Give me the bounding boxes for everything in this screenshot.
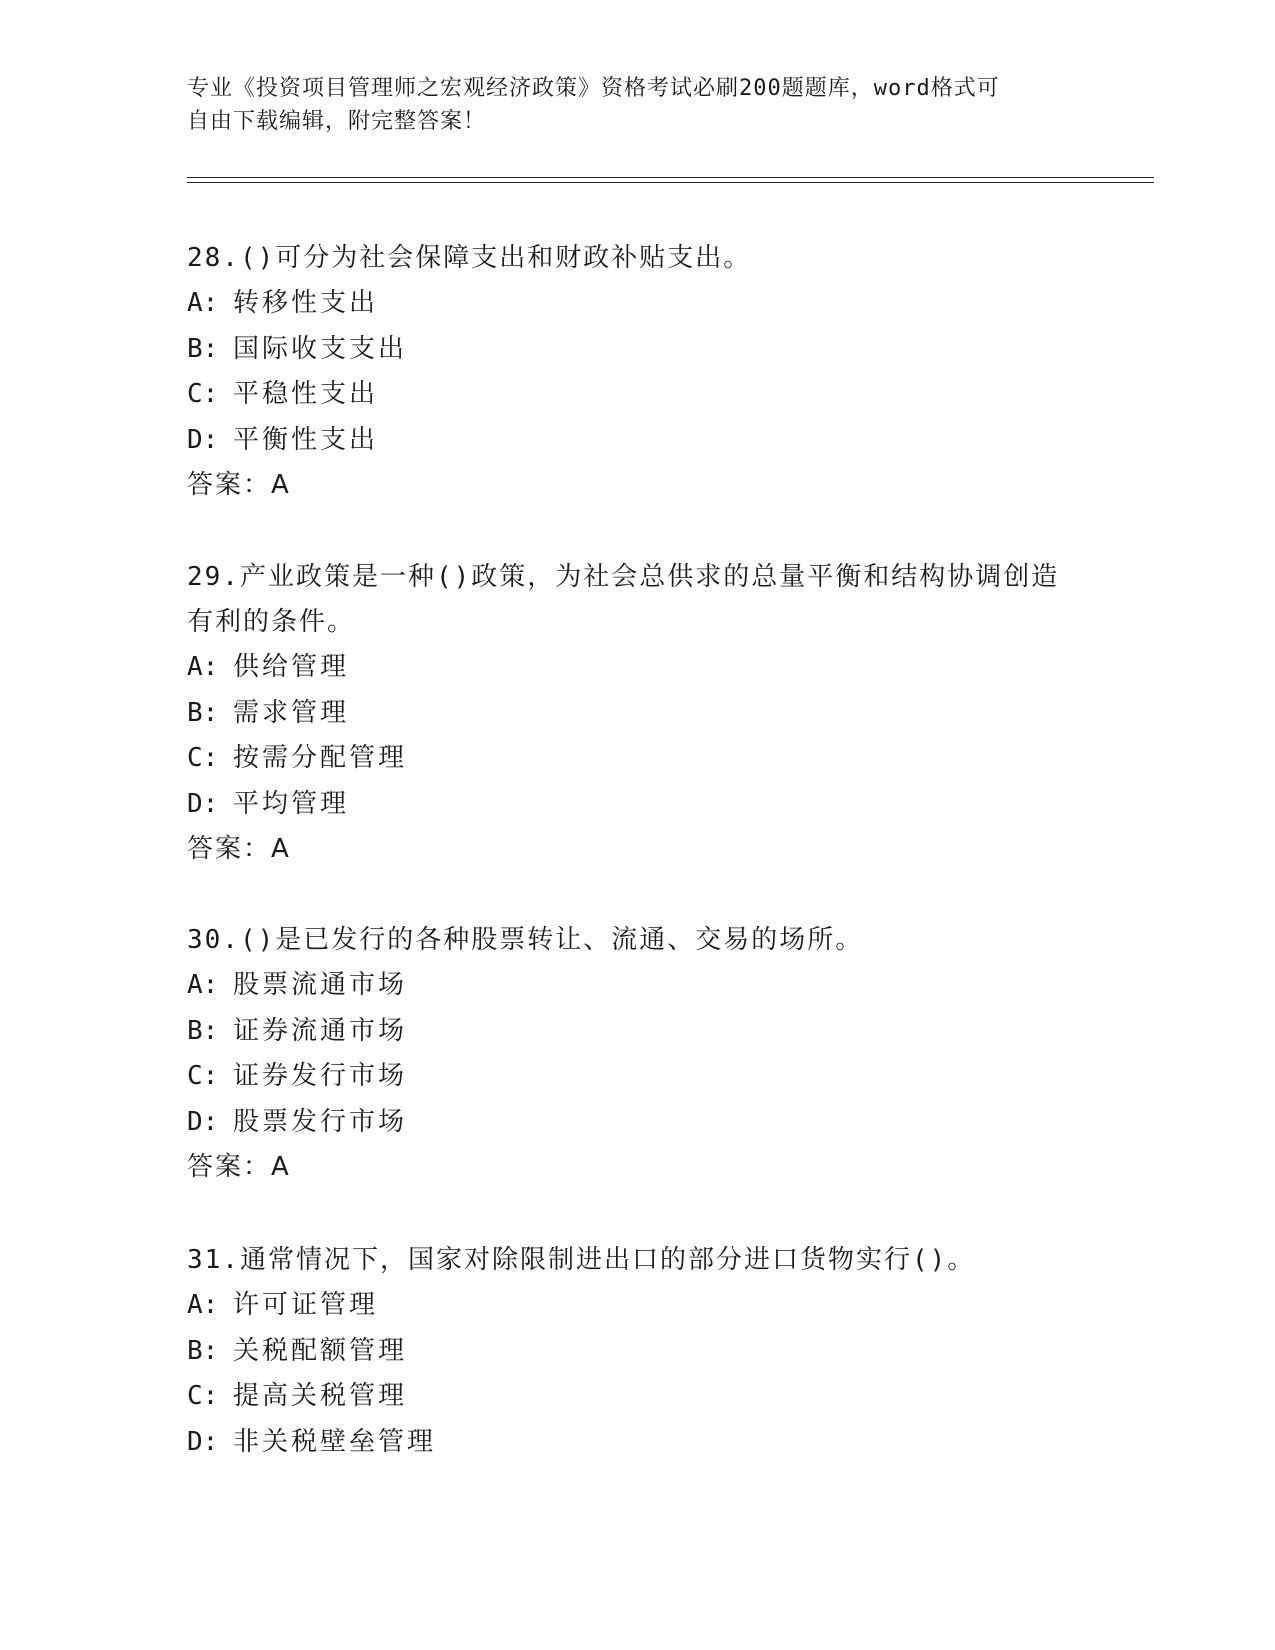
option-d <box>187 418 1087 464</box>
option-key: A: <box>187 288 219 318</box>
option-text: 证券流通市场 <box>233 1015 408 1046</box>
option-c <box>187 1374 1087 1420</box>
question-28 <box>187 236 1087 509</box>
option-key: A: <box>187 1290 219 1320</box>
option-key: C: <box>187 743 219 773</box>
option-b <box>187 1009 1087 1055</box>
option-text: 非关税壁垒管理 <box>233 1426 437 1457</box>
option-a <box>187 1283 1087 1329</box>
option-text: 平稳性支出 <box>233 379 379 409</box>
question-31 <box>187 1238 1087 1465</box>
answer-line: 答案：A <box>187 470 291 500</box>
option-text: 平均管理 <box>233 788 350 819</box>
option-key: C: <box>187 1381 219 1411</box>
option-b <box>187 1329 1087 1375</box>
option-b <box>187 327 1087 373</box>
option-key: A: <box>187 970 219 1000</box>
question-stem: 28.()可分为社会保障支出和财政补贴支出。 <box>187 243 752 273</box>
option-c <box>187 1054 1087 1100</box>
option-text: 许可证管理 <box>233 1290 379 1320</box>
question-29 <box>187 555 1087 873</box>
option-d <box>187 1420 1087 1466</box>
option-key: D: <box>187 424 219 455</box>
option-key: D: <box>187 1106 219 1137</box>
option-a <box>187 281 1087 327</box>
option-text: 国际收支支出 <box>233 333 408 364</box>
document-header <box>187 72 1087 138</box>
option-text: 股票流通市场 <box>233 970 408 1000</box>
option-text: 按需分配管理 <box>233 743 408 773</box>
option-key: B: <box>187 1335 219 1366</box>
option-c <box>187 372 1087 418</box>
option-d <box>187 782 1087 828</box>
answer-line: 答案：A <box>187 1152 291 1182</box>
option-key: B: <box>187 1015 219 1046</box>
question-stem: 30.()是已发行的各种股票转让、流通、交易的场所。 <box>187 925 864 955</box>
header-line-1: 专业《投资项目管理师之宏观经济政策》资格考试必刷200题题库，word格式可 <box>187 76 1000 101</box>
option-text: 转移性支出 <box>233 288 379 318</box>
option-text: 供给管理 <box>233 652 350 682</box>
option-key: B: <box>187 333 219 364</box>
header-divider-bottom <box>187 182 1154 183</box>
option-text: 平衡性支出 <box>233 424 379 455</box>
header-line-2: 自由下载编辑，附完整答案！ <box>187 109 487 134</box>
question-30 <box>187 918 1087 1191</box>
option-key: D: <box>187 788 219 819</box>
option-text: 股票发行市场 <box>233 1106 408 1137</box>
option-b <box>187 691 1087 737</box>
option-text: 证券发行市场 <box>233 1061 408 1091</box>
option-c <box>187 736 1087 782</box>
answer-line: 答案：A <box>187 834 291 864</box>
option-text: 关税配额管理 <box>233 1335 408 1366</box>
header-divider-top <box>187 177 1154 178</box>
option-a <box>187 963 1087 1009</box>
option-d <box>187 1100 1087 1146</box>
question-stem: 29.产业政策是一种()政策，为社会总供求的总量平衡和结构协调创造有利的条件。 <box>187 562 1060 637</box>
option-key: C: <box>187 1061 219 1091</box>
option-key: C: <box>187 379 219 409</box>
option-a <box>187 645 1087 691</box>
option-key: D: <box>187 1426 219 1457</box>
option-text: 提高关税管理 <box>233 1381 408 1411</box>
question-stem: 31.通常情况下，国家对除限制进出口的部分进口货物实行()。 <box>187 1245 976 1275</box>
option-key: B: <box>187 697 219 728</box>
option-key: A: <box>187 652 219 682</box>
option-text: 需求管理 <box>233 697 350 728</box>
